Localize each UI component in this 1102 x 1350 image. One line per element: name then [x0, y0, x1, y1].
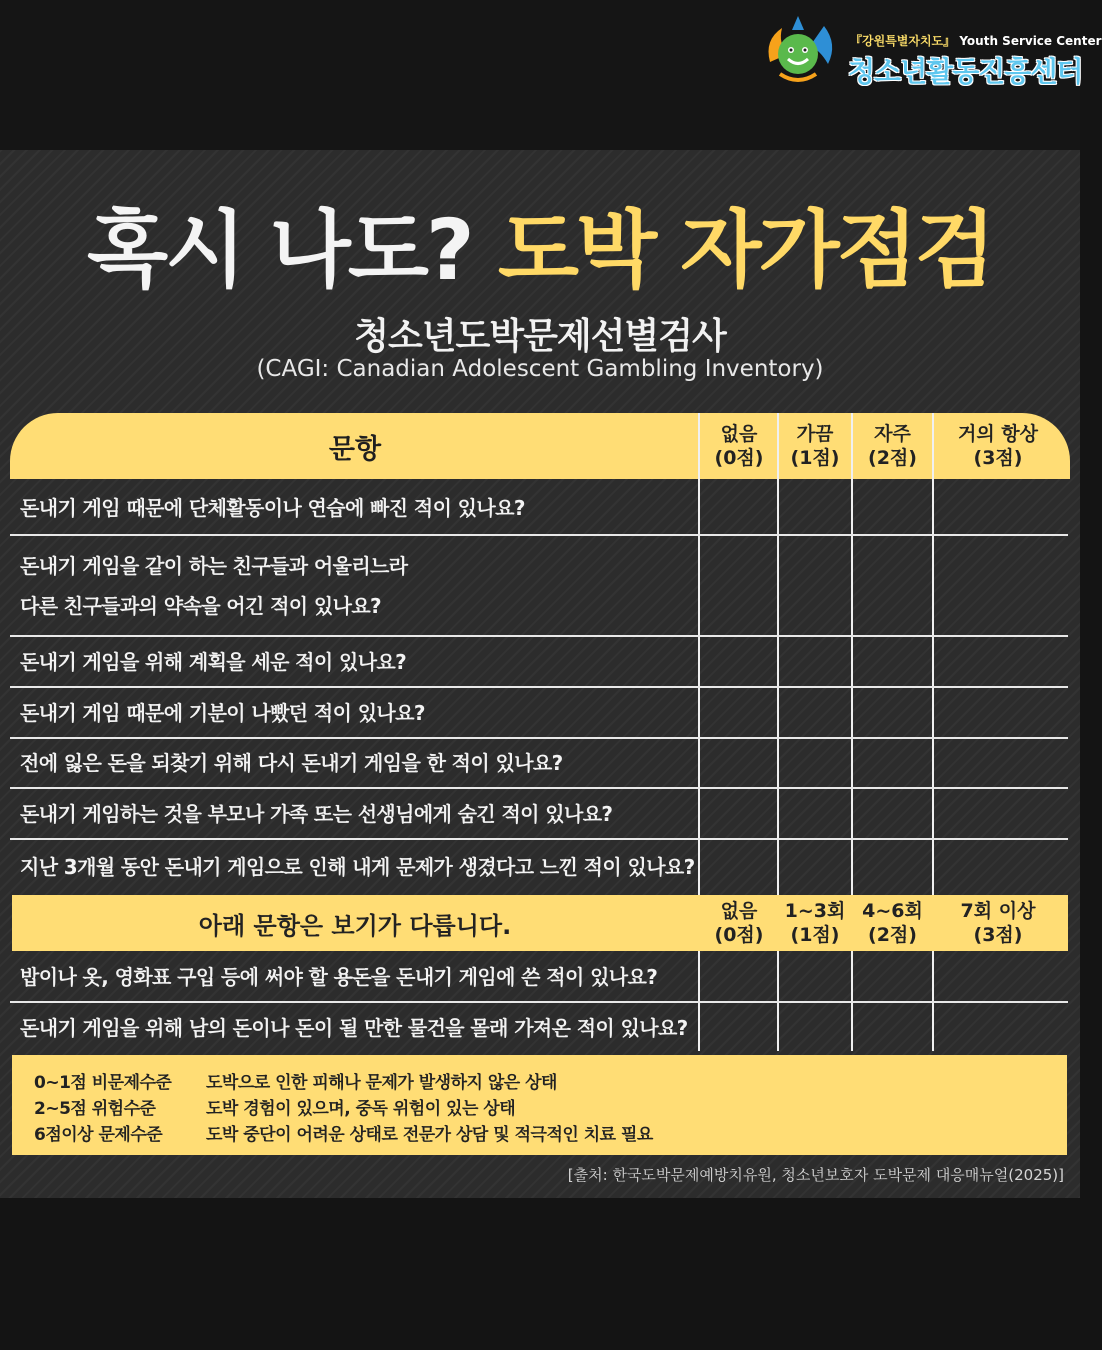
band-column-header-none: 없음 (0점) [714, 900, 764, 946]
question-text: 지난 3개월 동안 돈내기 게임으로 인해 내게 문제가 생겼다고 느낀 적이 있나요? [20, 854, 695, 879]
table-row [20, 840, 700, 893]
table-row [20, 637, 700, 686]
column-header-sometimes: 가끔 (1점) [790, 423, 840, 469]
column-divider [851, 413, 853, 1051]
title-white-part: 혹시 나도? [87, 201, 472, 299]
logo-mascot-icon [758, 10, 838, 90]
question-text: 다른 친구들과의 약속을 어긴 적이 있나요? [20, 593, 382, 618]
legend-description: 도박 중단이 어려운 상태로 전문가 상담 및 적극적인 치료 필요 [206, 1125, 653, 1145]
question-text: 돈내기 게임을 위해 남의 돈이나 돈이 될 만한 물건을 몰래 가져온 적이 있나요? [20, 1016, 688, 1040]
table-row [20, 1003, 700, 1053]
table-row [20, 789, 700, 838]
table-row [20, 739, 700, 787]
question-text: 밥이나 옷, 영화표 구입 등에 써야 할 용돈을 돈내기 게임에 쓴 적이 있나요? [20, 965, 658, 989]
legend-description: 도박으로 인한 피해나 문제가 발생하지 않은 상태 [206, 1073, 557, 1093]
logo-english-name: Youth Service Center [959, 34, 1102, 48]
question-column-header: 문항 [328, 433, 382, 465]
band-column-header-1-3: 1~3회 (1점) [784, 900, 846, 946]
band-column-header-7-plus: 7회 이상 (3점) [960, 900, 1036, 946]
question-text: 돈내기 게임을 위해 계획을 세운 적이 있나요? [20, 649, 407, 674]
bottom-bar [0, 1198, 1080, 1350]
table-row [20, 688, 700, 737]
column-header-almost-always: 거의 항상 (3점) [957, 423, 1039, 469]
column-header-often: 자주 (2점) [868, 423, 917, 469]
legend-score: 2~5점 위험수준 [34, 1099, 156, 1119]
legend-description: 도박 경험이 있으며, 중독 위험이 있는 상태 [206, 1099, 516, 1119]
table-row [20, 481, 700, 534]
logo-subtitle [850, 32, 1102, 49]
legend-score: 0~1점 비문제수준 [34, 1073, 172, 1093]
logo-korean-name: 청소년활동진흥센터 [848, 55, 1083, 88]
table-row [20, 536, 700, 635]
legend-score: 6점이상 문제수준 [34, 1125, 163, 1145]
logo [758, 10, 1102, 90]
question-text: 전에 잃은 돈을 되찾기 위해 다시 돈내기 게임을 한 적이 있나요? [20, 751, 563, 775]
question-text: 돈내기 게임 때문에 단체활동이나 연습에 빠진 적이 있나요? [20, 495, 525, 520]
source-citation: [출처: 한국도박문제예방치유원, 청소년보호자 도박문제 대응매뉴얼(2025)] [567, 1166, 1064, 1184]
column-header-none: 없음 (0점) [714, 423, 764, 469]
column-divider [932, 413, 934, 1051]
question-text: 돈내기 게임하는 것을 부모나 가족 또는 선생님에게 숨긴 적이 있나요? [20, 801, 613, 826]
page-title [0, 200, 1080, 300]
table-row [20, 953, 700, 1001]
page-subtitle-english: (CAGI: Canadian Adolescent Gambling Inventory) [256, 356, 824, 382]
question-text: 돈내기 게임 때문에 기분이 나빴던 적이 있나요? [20, 700, 425, 725]
page-subtitle: 청소년도박문제선별검사 [354, 316, 726, 357]
column-divider [777, 413, 779, 1051]
band-column-header-4-6: 4~6회 (2점) [862, 900, 923, 946]
logo-region-tag: 『강원특별자치도』 [850, 34, 956, 48]
question-text: 돈내기 게임을 같이 하는 친구들과 어울리느라 [20, 553, 408, 578]
title-yellow-part: 도박 자가점검 [497, 201, 993, 299]
band-label: 아래 문항은 보기가 다릅니다. [198, 911, 512, 940]
